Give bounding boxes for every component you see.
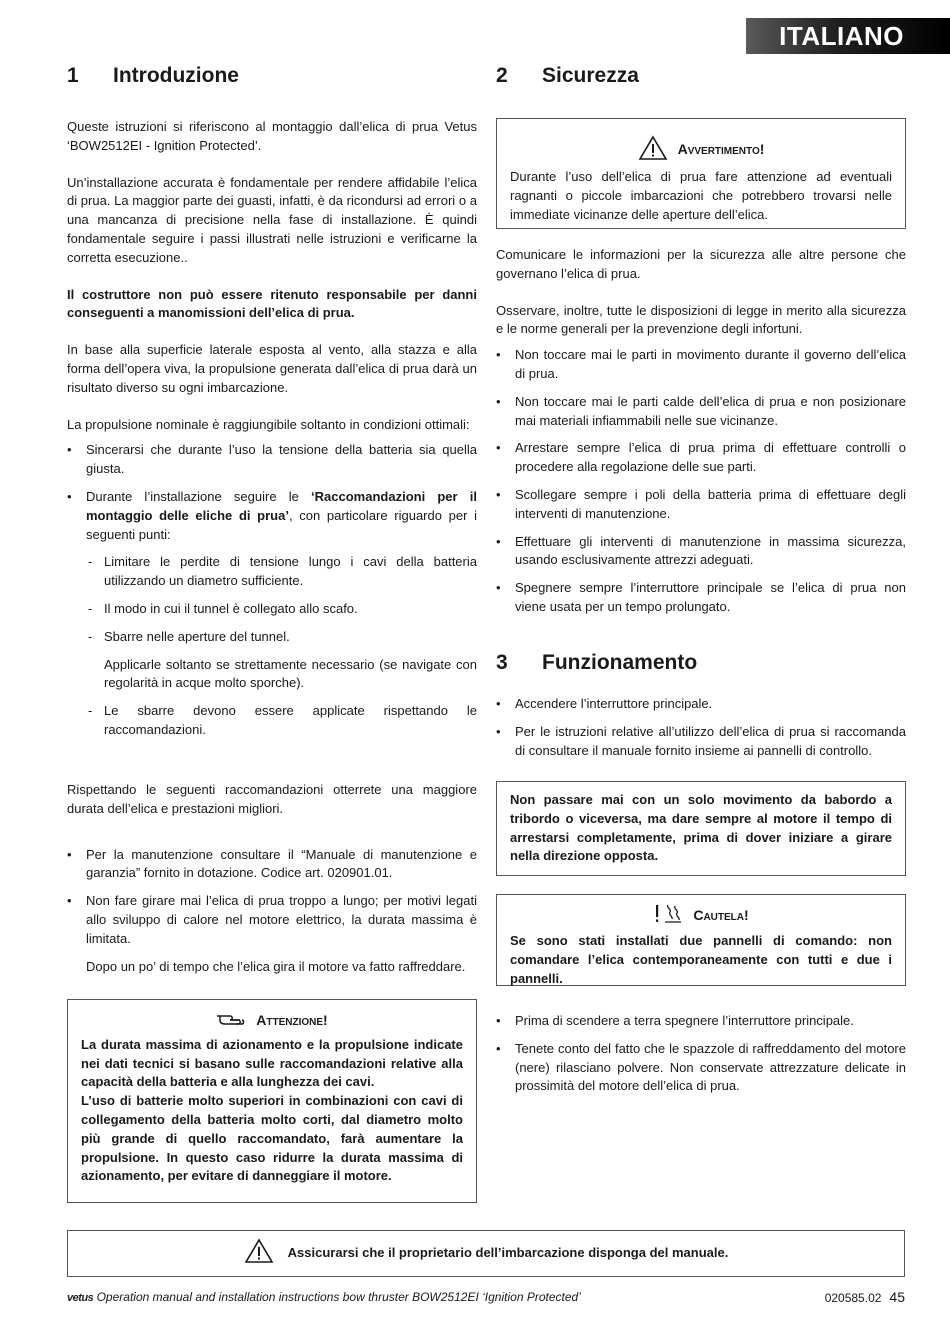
list-item: • Tenete conto del fatto che le spazzole di raffreddamento del motore (nere) rilasciano polvere. Non conservate attrezzature delicate in prossimità del motore dell’elica di prua. bbox=[496, 1040, 906, 1096]
operation-bullet-list bbox=[496, 1012, 906, 1096]
list-item: • Per la manutenzione consultare il “Manuale di manutenzione e garanzia” fornito in dotazione. Codice art. 020901.01. bbox=[67, 846, 477, 884]
notice-text: Non passare mai con un solo movimento da babordo a tribordo o viceversa, ma dare sempre al motore il tempo di arrestarsi completamente, prima di dover iniziare a girare nella direzione opposta. bbox=[510, 792, 892, 864]
intro-paragraph: Un’installazione accurata è fondamentale per rendere affidabile l’elica di prua. La maggior parte dei guasti, infatti, è da ricondursi ad errori o a una mancanza di precisione nella fase di installazione. È quindi fondamentale seguire i passi illustrati nelle istruzioni e verificarne la corretta esecuzione.. bbox=[67, 174, 477, 265]
operation-bullet-list bbox=[496, 695, 906, 760]
page-number: 45 bbox=[889, 1289, 905, 1305]
safety-paragraph: Comunicare le informazioni per la sicurezza alle altre persone che governano l’elica di prua. bbox=[496, 247, 906, 281]
section-heading-introduzione: 1 Introduzione bbox=[67, 64, 239, 87]
liability-statement: Il costruttore non può essere ritenuto responsabile per danni conseguenti a manomissioni dell’elica di prua. bbox=[67, 286, 477, 321]
dash-list bbox=[86, 553, 477, 739]
list-item: - Il modo in cui il tunnel è collegato allo scafo. bbox=[86, 600, 477, 619]
list-item: • Prima di scendere a terra spegnere l’interruttore principale. bbox=[496, 1012, 906, 1031]
warning-box bbox=[496, 118, 906, 229]
maintenance-bullet-list bbox=[67, 846, 477, 977]
list-item: • Per le istruzioni relative all’utilizzo dell’elica di prua si raccomanda di consultare il manuale fornito insieme ai pannelli di controllo. bbox=[496, 723, 906, 761]
warning-title: Avvertimento! bbox=[510, 135, 892, 166]
intro-body-lower bbox=[67, 781, 477, 985]
list-item: - Le sbarre devono essere applicate rispettando le raccomandazioni. bbox=[86, 702, 477, 740]
section-heading-sicurezza: 2 Sicurezza bbox=[496, 64, 639, 87]
safety-body bbox=[496, 246, 906, 626]
document-code: 020585.02 bbox=[824, 1291, 882, 1305]
operation-body-lower bbox=[496, 1012, 906, 1105]
vetus-logo: vetus bbox=[67, 1292, 94, 1304]
note-text: Dopo un po’ di tempo che l’elica gira il motore va fatto raffreddare. bbox=[86, 958, 466, 974]
section-heading-funzionamento: 3 Funzionamento bbox=[496, 651, 698, 674]
list-item: • Durante l’installazione seguire le ‘Raccomandazioni per il montaggio delle eliche di prua’, con particolare riguardo per i seguenti punti: - Limitare le perdite di tensione lungo i cavi della batteria utilizzando un diametro sufficiente. - Il modo in cui il tunnel è collegato allo scafo. - Sbarre nelle aperture del tunnel. Applicarle soltanto se strettamente necessario (se navigate con regolarità in acque molto sporche). - Le sbarre devono essere applicate rispettando le raccomandazioni. bbox=[67, 488, 477, 740]
warning-triangle-icon bbox=[244, 1238, 274, 1270]
list-item: • Sincerarsi che durante l’uso la tensione della batteria sia quella giusta. bbox=[67, 441, 477, 479]
list-item: • Effettuare gli interventi di manutenzione in massima sicurezza, usando esclusivamente attrezzi adeguati. bbox=[496, 533, 906, 571]
intro-body bbox=[67, 118, 477, 749]
operation-body bbox=[496, 695, 906, 769]
caution-hot-icon bbox=[653, 903, 683, 930]
attention-text: L’uso di batterie molto superiori in combinazioni con cavi di collegamento della batteria molto corti, dal diametro molto più grande di quello raccomandato, farà aumentare la propulsione. In questo caso ridurre la durata massima di azionamento, per evitare di danneggiare il motore. bbox=[81, 1093, 463, 1184]
list-item: • Accendere l’interruttore principale. bbox=[496, 695, 906, 714]
list-item: • Scollegare sempre i poli della batteria prima di effettuare degli interventi di manutenzione. bbox=[496, 486, 906, 524]
manual-notice-box bbox=[67, 1230, 905, 1277]
list-item: • Spegnere sempre l’interruttore principale se l’elica di prua non viene usata per un tempo prolungato. bbox=[496, 579, 906, 617]
list-item: • Non toccare mai le parti in movimento durante il governo dell’elica di prua. bbox=[496, 346, 906, 384]
notice-box bbox=[496, 781, 906, 876]
intro-bullet-list bbox=[67, 441, 477, 739]
language-tab: ITALIANO bbox=[746, 18, 950, 54]
intro-paragraph: In base alla superficie laterale esposta al vento, alla stazza e alla forma dell’opera viva, la propulsione generata dall’elica di prua darà un risultato diverso su ogni imbarcazione. bbox=[67, 342, 477, 395]
attention-box bbox=[67, 999, 477, 1203]
list-item: • Arrestare sempre l’elica di prua prima di effettuare controlli o procedere alla regolazione delle sue parti. bbox=[496, 439, 906, 477]
list-item: • Non toccare mai le parti calde dell’elica di prua e non posizionare mai materiali infiammabili nelle sue vicinanze. bbox=[496, 393, 906, 431]
intro-paragraph: La propulsione nominale è raggiungibile soltanto in condizioni ottimali: bbox=[67, 416, 470, 432]
caution-box bbox=[496, 894, 906, 986]
safety-bullet-list bbox=[496, 346, 906, 617]
list-item: - Limitare le perdite di tensione lungo i cavi della batteria utilizzando un diametro sufficiente. bbox=[86, 553, 477, 591]
page-footer bbox=[67, 1288, 905, 1308]
footer-page-info bbox=[825, 1288, 905, 1308]
footer-document-title: Operation manual and installation instructions bow thruster BOW2512EI ‘Ignition Protected’ bbox=[96, 1290, 581, 1304]
note-text: Applicarle soltanto se strettamente necessario (se navigate con regolarità in acque molto sporche). bbox=[104, 656, 477, 691]
attention-text: La durata massima di azionamento e la propulsione indicate nei dati tecnici si basano sulle raccomandazioni relative alla capacità della batteria e alla lunghezza dei cavi. bbox=[81, 1036, 463, 1090]
warning-triangle-icon bbox=[638, 135, 668, 166]
caution-title: Cautela! bbox=[510, 903, 892, 930]
intro-paragraph: Rispettando le seguenti raccomandazioni otterrete una maggiore durata dell’elica e prestazioni migliori. bbox=[67, 782, 477, 816]
attention-title: Attenzione! bbox=[81, 1010, 463, 1032]
safety-paragraph: Osservare, inoltre, tutte le disposizioni di legge in merito alla sicurezza e le norme generali per la prevenzione degli infortuni. bbox=[496, 302, 906, 337]
warning-text: Durante l’uso dell’elica di prua fare attenzione ad eventuali ragnanti o piccole imbarcazioni che potrebbero trovarsi nelle immediate vicinanze delle aperture dell’elica. bbox=[510, 169, 892, 222]
manual-notice-text: Assicurarsi che il proprietario dell’imbarcazione disponga del manuale. bbox=[287, 1245, 729, 1261]
caution-text: Se sono stati installati due pannelli di comando: non comandare l’elica contemporaneamente con tutti e due i pannelli. bbox=[510, 933, 892, 986]
pointing-hand-icon bbox=[216, 1011, 246, 1032]
list-item: • Non fare girare mai l’elica di prua troppo a lungo; per motivi legati allo sviluppo di calore nel motore elettrico, la durata massima è limitata. Dopo un po’ di tempo che l’elica gira il motore va fatto raffreddare. bbox=[67, 892, 477, 976]
intro-paragraph: Queste istruzioni si riferiscono al montaggio dall’elica di prua Vetus ‘BOW2512EI - Ignition Protected’. bbox=[67, 119, 477, 153]
list-item: - Sbarre nelle aperture del tunnel. Applicarle soltanto se strettamente necessario (se navigate con regolarità in acque molto sporche). bbox=[86, 628, 477, 693]
